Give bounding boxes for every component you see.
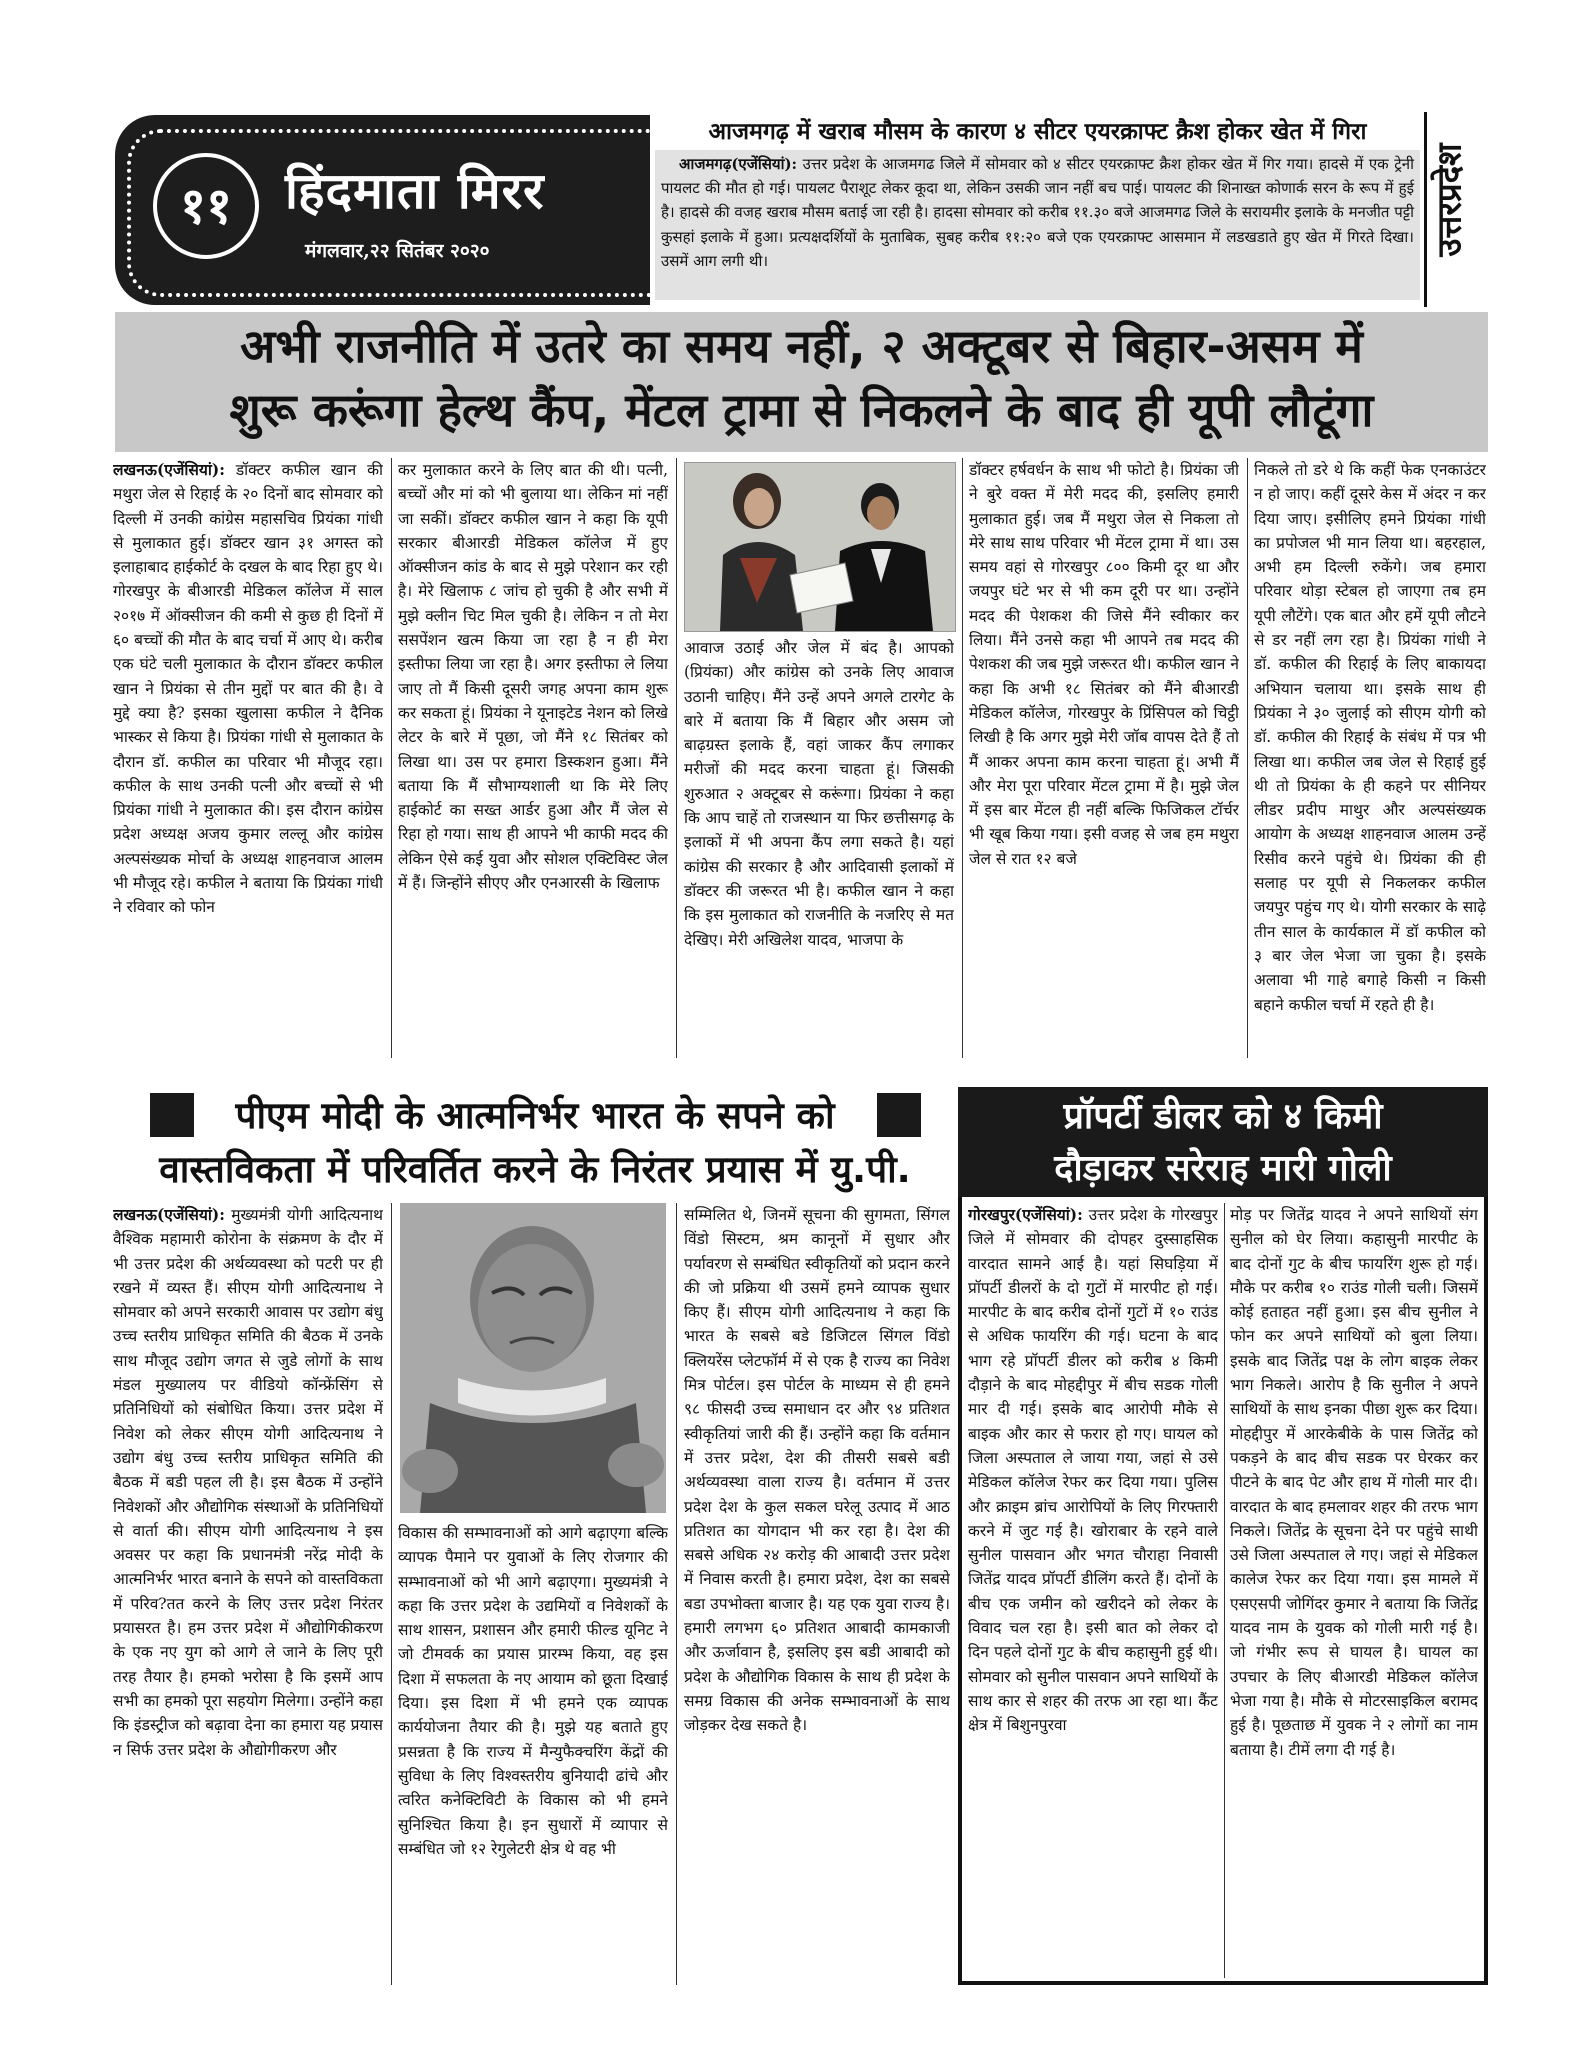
third-col1-text: उत्तर प्रदेश के गोरखपुर जिले में सोमवार की दोपहर दुस्साहसिक वारदात सामने आई है। यहां सिघड़िया में प्रॉपर्टी डीलरों के दो गुटों में मारपीट हो गई। मारपीट के बाद करीब दोनों गुटों में १० राउंड से अधिक फायरिंग की गई। घटना के बाद भाग रहे प्रॉपर्टी डीलर को करीब ४ किमी दौड़ाने के बाद मोहद्दीपुर में बीच सडक गोली मार दी गई। इसके बाद आरोपी मौके से बाइक और कार से फरार हो गए। घायल को जिला अस्पताल ले जाया गया, जहां से उसे मेडिकल कॉलेज रेफर कर दिया गया। पुलिस और क्राइम ब्रांच आरोपियों के लिए गिरफ्तारी करने में जुट गई है। खोराबार के रहने वाले सुनील पासवान और भगत चौराहा निवासी जितेंद्र यादव प्रॉपर्टी डीलिंग करते हैं। दोनों के बीच एक जमीन को खरीदने को लेकर के विवाद चल रहा है। इसी बात को लेकर दो दिन पहले दोनों गुट के बीच कहासुनी हुई थी। सोमवार को सुनील पासवान अपने साथियों के साथ कार से शहर की तरफ आ रहा था। कैंट क्षेत्र में बिशुनपुरवा	[968, 1206, 1218, 1735]
section-side-label: उत्तरप्रदेश	[1429, 143, 1469, 257]
lead-column-1	[113, 458, 383, 1058]
lead-column-2	[398, 458, 668, 1058]
second-headline-line2: वास्तविकता में परिवर्तित करने के निरंतर प्रयास में यु.पी.	[159, 1148, 911, 1191]
lead-dateline: लखनऊ(एजेंसियां):	[113, 460, 225, 479]
column-rule	[391, 1203, 392, 1985]
page-number: ११	[153, 153, 259, 259]
lead-headline-line1: अभी राजनीति में उतरे का समय नहीं, २ अक्टूबर से बिहार-असम में	[240, 319, 1363, 373]
lead-col4-text: डॉक्टर हर्षवर्धन के साथ भी फोटो है। प्रियंका जी ने बुरे वक्त में मेरी मदद की, इसलिए हमारी मुलाकात हुई। जब मैं मथुरा जेल से निकला तो मेरे साथ साथ परिवार भी मेंटल ट्रामा में था। उस समय वहां से गोरखपुर ८०० किमी दूर था और जयपुर घंटे भर से भी कम दूरी पर था। उन्होंने मदद की पेशकश की जिसे मैंने स्वीकार कर लिया। मैंने उनसे कहा भी आपने तब मदद की पेशकश की जब मुझे जरूरत थी। कफील खान ने कहा कि अभी १८ सितंबर को मैंने बीआरडी मेडिकल कॉलेज, गोरखपुर के प्रिंसिपल को चिट्ठी लिखी है कि अगर मुझे मेरी जॉब वापस देते हैं तो मैं आकर अपना काम करना चाहता हूं। अभी मैं और मेरा पूरा परिवार मेंटल ट्रामा में है। मुझे जेल में इस बार मेंटल ही नहीं बल्कि फिजिकल टॉर्चर भी खूब किया गया। इसी वजह से जब हम मथुरा जेल से रात १२ बजे	[969, 461, 1239, 868]
third-headline-line1: प्रॉपर्टी डीलर को ४ किमी	[1063, 1096, 1383, 1137]
photo-meeting	[684, 462, 956, 632]
second-col3-text: सम्मिलित थे, जिनमें सूचना की सुगमता, सिंगल विंडो सिस्टम, श्रम कानूनों में सुधार और पर्यावरण से सम्बंधित स्वीकृतियों को प्रदान करने की जो प्रक्रिया थी उसमें हमने व्यापक सुधार किए हैं। सीएम योगी आदित्यनाथ ने कहा कि भारत के सबसे बडे डिजिटल सिंगल विंडो क्लियरेंस प्लेटफॉर्म में से एक है राज्य का निवेश मित्र पोर्टल। इस पोर्टल के माध्यम से ही हमने ९८ फीसदी उच्च समाधान दर और ९४ प्रतिशत स्वीकृतियां जारी की हैं। उन्होंने कहा कि वर्तमान में उत्तर प्रदेश, देश की तीसरी सबसे बडी अर्थव्यवस्था वाला राज्य है। वर्तमान में उत्तर प्रदेश देश के कुल सकल घरेलू उत्पाद में आठ प्रतिशत का योगदान भी कर रहा है। देश की सबसे अधिक २४ करोड़ की आबादी उत्तर प्रदेश में निवास करती है। हमारा प्रदेश, देश का सबसे बडा उपभोक्ता बाजार है। यह एक युवा राज्य है। हमारी लगभग ६० प्रतिशत आबादी कामकाजी और ऊर्जावान है, इसलिए इस बडी आबादी को प्रदेश के औद्योगिक विकास के साथ ही प्रदेश के समग्र विकास की अनेक सम्भावनाओं के साथ जोड़कर देख सकते है।	[684, 1206, 950, 1735]
lead-col1-text: डॉक्टर कफील खान की मथुरा जेल से रिहाई के २० दिनों बाद सोमवार को दिल्ली में उनकी कांग्रेस महासचिव प्रियंका गांधी से मुलाकात हुई। डॉक्टर खान ३१ अगस्त को इलाहाबाद हाईकोर्ट के दखल के बाद रिहा हुए थे। गोरखपुर के बीआरडी मेडिकल कॉलेज में साल २०१७ में ऑक्सीजन की कमी से कुछ ही दिनों में ६० बच्चों की मौत के बाद चर्चा में आए थे। करीब एक घंटे चली मुलाकात के दौरान डॉक्टर कफील खान ने प्रियंका से तीन मुद्दों पर बात की है। वे मुद्दे क्या है? इसका खुलासा कफील ने दैनिक भास्कर से किया है। प्रियंका गांधी से मुलाकात के दौरान डॉ. कफील का परिवार भी मौजूद रहा। कफील के साथ उनकी पत्नी और बच्चों से भी प्रियंका गांधी ने मुलाकात की। इस दौरान कांग्रेस प्रदेश अध्यक्ष अजय कुमार लल्लू और कांग्रेस अल्पसंख्यक मोर्चा के अध्यक्ष शाहनवाज आलम भी मौजूद रहे। कफील ने बताया कि प्रियंका गांधी ने रविवार को फोन	[113, 461, 383, 917]
lead-column-5	[1254, 458, 1486, 1058]
third-dateline: गोरखपुर(एजेंसियां):	[968, 1205, 1083, 1224]
second-column-2	[398, 1521, 668, 1985]
second-column-1	[113, 1203, 383, 1985]
column-rule	[962, 458, 963, 1058]
lead-column-4	[969, 458, 1239, 1058]
lead-col2-text: कर मुलाकात करने के लिए बात की थी। पत्नी, बच्चों और मां को भी बुलाया था। लेकिन मां नहीं जा सकीं। डॉक्टर कफील खान ने कहा कि यूपी सरकार बीआरडी मेडिकल कॉलेज में हुए ऑक्सीजन कांड के बाद से मुझे परेशान कर रही है। मेरे खिलाफ ८ जांच हो चुकी है और सभी में मुझे क्लीन चिट मिल चुकी है। लेकिन न तो मेरा ससपेंशन खत्म किया जा रहा है न ही मेरा इस्तीफा लिया जा रहा है। अगर इस्तीफा ले लिया जाए तो मैं किसी दूसरी जगह अपना काम शुरू कर सकता हूं। प्रियंका ने यूनाइटेड नेशन को लिखे लेटर के बारे में पूछा, जो मैंने १८ सितंबर को लिखा था। उस पर हमारा डिस्कशन हुआ। मैंने बताया कि मैं सौभाग्यशाली था कि मेरे लिए हाईकोर्ट का सख्त आर्डर हुआ और मैं जेल से रिहा हो गया। साथ ही आपने भी काफी मदद की लेकिन ऐसे कई युवा और सोशल एक्टिविस्ट जेल में हैं। जिन्होंने सीएए और एनआरसी के खिलाफ	[398, 461, 668, 893]
column-rule	[676, 1203, 677, 1985]
brief-headline: आजमगढ़ में खराब मौसम के कारण ४ सीटर एयरक्राफ्ट क्रैश होकर खेत में गिरा	[708, 118, 1367, 145]
lead-col5-text: निकले तो डरे थे कि कहीं फेक एनकाउंटर न हो जाए। कहीं दूसरे केस में अंदर न कर दिया जाए। इसीलिए हमने प्रियंका गांधी का प्रपोजल भी मान लिया था। बहरहाल, अभी हम दिल्ली रुकेंगे। जब हमारा परिवार थोड़ा स्टेबल हो जाएगा तब हम यूपी लौटेंगे। एक बात और हमें यूपी लौटने से डर नहीं लग रहा है। प्रियंका गांधी ने डॉ. कफील की रिहाई के लिए बाकायदा अभियान चलाया था। इसके साथ ही प्रियंका ने ३० जुलाई को सीएम योगी को डॉ. कफील की रिहाई के संबंध में पत्र भी लिखा था। कफील जब जेल से रिहाई हुई थी तो प्रियंका के ही कहने पर सीनियर लीडर प्रदीप माथुर और अल्पसंख्यक आयोग के अध्यक्ष शाहनवाज आलम उन्हें रिसीव करने पहुंचे थे। प्रियंका की ही सलाह पर यूपी से निकलकर कफील जयपुर पहुंच गए थे। योगी सरकार के साढ़े तीन साल के कार्यकाल में डॉ कफील को ३ बार जेल भेजा जा चुका है। इसके अलावा भी गाहे बगाहे किसी न किसी बहाने कफील चर्चा में रहते ही है।	[1254, 461, 1486, 1014]
photo-chief-minister	[400, 1203, 666, 1513]
third-column-1	[968, 1203, 1218, 1978]
column-rule	[391, 458, 392, 1058]
third-headline-line2: दौड़ाकर सरेराह मारी गोली	[1054, 1148, 1392, 1189]
third-column-2	[1230, 1203, 1478, 1978]
paper-name: हिंदमाता मिरर	[285, 161, 545, 220]
second-column-3	[684, 1203, 950, 1985]
lead-headline-line2: शुरू करूंगा हेल्थ कैंप, मेंटल ट्रामा से निकलने के बाद ही यूपी लौटूंगा	[229, 383, 1374, 437]
second-dateline: लखनऊ(एजेंसियां):	[113, 1205, 225, 1224]
second-col2-text: विकास की सम्भावनाओं को आगे बढ़ाएगा बल्कि व्यापक पैमाने पर युवाओं के लिए रोजगार की सम्भावनाओं को भी आगे बढ़ाएगा। मुख्यमंत्री ने कहा कि उत्तर प्रदेश के उद्यमियों व निवेशकों के साथ शासन, प्रशासन और हमारी फील्ड यूनिट ने जो टीमवर्क का प्रयास प्रारम्भ किया, वह इस दिशा में सफलता के नए आयाम को छूता दिखाई दिया। इस दिशा में भी हमने एक व्यापक कार्ययोजना तैयार की है। मुझे यह बताते हुए प्रसन्नता है कि राज्य में मैन्युफैक्चरिंग केंद्रों की सुविधा के लिए विश्वस्तरीय बुनियादी ढांचे और त्वरित कनेक्टिविटी के विकास को भी हमने सुनिश्चित किया है। इन सुधारों में व्यापार से सम्बंधित जो १२ रेगुलेटरी क्षेत्र थे वह भी	[398, 1524, 668, 1858]
lead-column-3	[684, 636, 954, 1058]
masthead	[115, 115, 650, 305]
brief-dateline: आजमगढ़(एजेंसियां):	[679, 155, 798, 173]
third-col2-text: मोड़ पर जितेंद्र यादव ने अपने साथियों संग सुनील को घेर लिया। कहासुनी मारपीट के बाद दोनों गुट के बीच फायरिंग शुरू हो गई। मौके पर करीब १० राउंड गोली चली। जिसमें कोई हताहत नहीं हुआ। इस बीच सुनील ने फोन कर अपने साथियों को बुला लिया। इसके बाद जितेंद्र पक्ष के लोग बाइक लेकर भाग निकले। आरोप है कि सुनील ने अपने साथियों के साथ इनका पीछा शुरू कर दिया। मोहद्दीपुर में आरकेबीके के पास जितेंद्र को पकड़ने के बाद बीच सडक पर घेरकर कर पीटने के बाद पेट और हाथ में गोली मार दी। वारदात के बाद हमलावर शहर की तरफ भाग निकले। जितेंद्र के सूचना देने पर पहुंचे साथी उसे जिला अस्पताल ले गए। जहां से मेडिकल कालेज रेफर कर दिया गया। इस मामले में एसएसपी जोगिंदर कुमार ने बताया कि जितेंद्र यादव नाम के युवक को गोली मारी गई है। जो गंभीर रूप से घायल है। घायल का उपचार के लिए बीआरडी मेडिकल कॉलेज भेजा गया है। मौके से मोटरसाइकिल बरामद हुई है। पूछताछ में युवक ने २ लोगों का नाम बताया है। टीमें लगा दी गई है।	[1230, 1206, 1478, 1759]
second-headline-line1: पीएम मोदी के आत्मनिर्भर भारत के सपने को	[235, 1094, 835, 1137]
column-rule	[676, 458, 677, 1058]
issue-date: मंगलवार,२२ सितंबर २०२०	[305, 240, 490, 262]
brief-text: उत्तर प्रदेश के आजमगढ जिले में सोमवार को ४ सीटर एयरक्राफ्ट क्रैश होकर खेत में गिर गया। हादसे में एक ट्रेनी पायलट की मौत हो गई। पायलट पैराशूट लेकर कूदा था, लेकिन उसकी जान नहीं बच पाई। पायलट की शिनाख्त कोणार्क सरन के रूप में हुई है। हादसे की वजह खराब मौसम बताई जा रही है। हादसा सोमवार को करीब ११.३० बजे आजमगढ जिले के सरायमीर इलाके के मनजीत पट्टी कुसहां इलाके में हुआ। प्रत्यक्षदर्शियों के मुताबिक, सुबह करीब ११:२० बजे एक एयरक्राफ्ट आसमान में लडखडाते हुए खेत में गिरते दिखा। उसमें आग लगी थी।	[661, 155, 1414, 270]
lead-col3-text: आवाज उठाई और जेल में बंद है। आपको (प्रियंका) और कांग्रेस को उनके लिए आवाज उठानी चाहिए। मैंने उन्हें अपने अगले टारगेट के बारे में बताया कि मैं बिहार और असम जो बाढ़ग्रस्त इलाके हैं, वहां जाकर कैंप लगाकर मरीजों की मदद करना चाहता हूं। जिसकी शुरुआत २ अक्टूबर से करूंगा। प्रियंका ने कहा कि आप चाहें तो राजस्थान या फिर छत्तीसगढ़ के इलाकों में भी अपना कैंप लगा सकते है। यहां कांग्रेस की सरकार है और आदिवासी इलाकों में डॉक्टर की जरूरत भी है। कफील खान ने कहा कि इस मुलाकात को राजनीति के नजरिए से मत देखिए। मेरी अखिलेश यादव, भाजपा के	[684, 639, 954, 949]
second-col1-text: मुख्यमंत्री योगी आदित्यनाथ वैश्विक महामारी कोरोना के संक्रमण के दौर में भी उत्तर प्रदेश की अर्थव्यवस्था को पटरी पर ही रखने में व्यस्त हैं। सीएम योगी आदित्यनाथ ने सोमवार को अपने सरकारी आवास पर उद्योग बंधु उच्च स्तरीय प्राधिकृत समिति की बैठक में उनके साथ मौजूद उद्योग जगत से जुडे लोगों के साथ मंडल मुख्यालय पर वीडियो कॉन्फ्रेंसिंग से प्रतिनिधियों को संबोधित किया। उत्तर प्रदेश में निवेश को लेकर सीएम योगी आदित्यनाथ ने उद्योग बंधु उच्च स्तरीय प्राधिकृत समिति की बैठक में बडी पहल ली है। इस बैठक में उन्होंने निवेशकों और औद्योगिक संस्थाओं के प्रतिनिधियों से वार्ता की। सीएम योगी आदित्यनाथ ने इस अवसर पर कहा कि प्रधानमंत्री नरेंद्र मोदी के आत्मनिर्भर भारत बनाने के सपने को वास्तविकता में परिव?तत करने के लिए उत्तर प्रदेश निरंतर प्रयासरत है। हम उत्तर प्रदेश में औद्योगिकीकरण के एक नए युग को आगे ले जाने के लिए पूरी तरह तैयार है। हमको भरोसा है कि इसमें आप सभी का हमको पूरा सहयोग मिलेगा। उन्होंने कहा कि इंडस्ट्रीज को बढ़ावा देना का हमारा यह प्रयास न सिर्फ उत्तर प्रदेश के औद्योगीकरण और	[113, 1206, 383, 1759]
column-rule	[1224, 1203, 1225, 1978]
column-rule	[1247, 458, 1248, 1058]
brief-body	[655, 150, 1420, 300]
